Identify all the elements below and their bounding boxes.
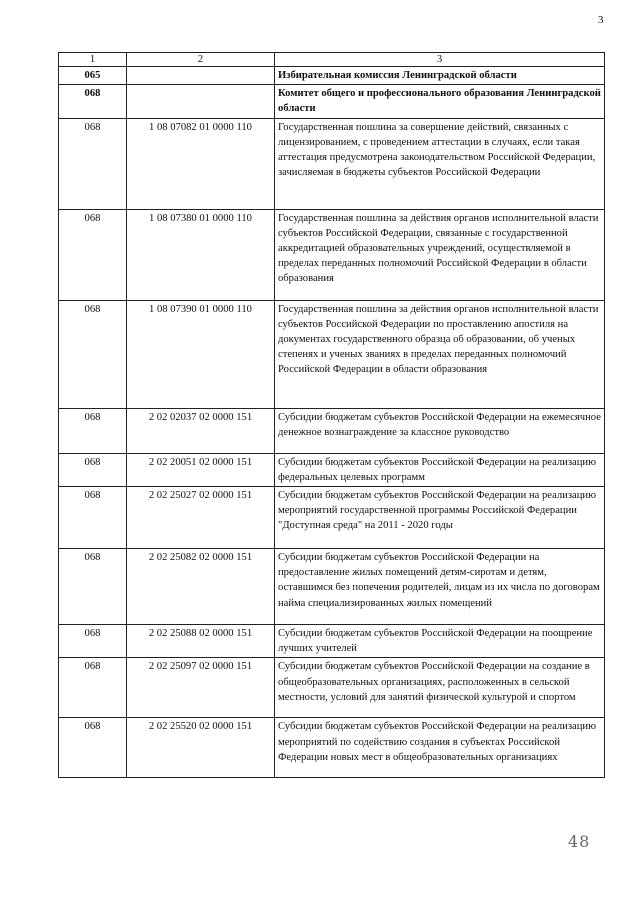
table-row: [59, 408, 605, 453]
admin-code-cell: 068: [59, 408, 127, 453]
table-row: [59, 209, 605, 300]
table-row: [59, 85, 605, 118]
column-header-2: 2: [127, 53, 275, 67]
budget-classification-code-cell: 1 08 07082 01 0000 110: [127, 118, 275, 209]
budget-classification-code-cell: [127, 67, 275, 85]
table-row: [59, 487, 605, 549]
revenue-description-cell: Субсидии бюджетам субъектов Российской Федерации на создание в общеобразовательных организациях, расположенных в сельской местности, условий для занятий физической культурой и спортом: [275, 658, 605, 718]
handwritten-sheet-number: 48: [568, 832, 591, 851]
budget-classification-code-cell: 2 02 25088 02 0000 151: [127, 625, 275, 658]
table-row: [59, 300, 605, 408]
revenue-description-cell: Субсидии бюджетам субъектов Российской Федерации на реализацию мероприятий государственной программы Российской Федерации "Доступная среда" на 2011 - 2020 годы: [275, 487, 605, 549]
table-row: [59, 625, 605, 658]
admin-code-cell: 068: [59, 487, 127, 549]
table-row: [59, 453, 605, 486]
revenue-description-cell: Избирательная комиссия Ленинградской области: [275, 67, 605, 85]
page-number: 3: [598, 14, 604, 26]
admin-code-cell: 068: [59, 549, 127, 625]
admin-code-cell: 068: [59, 209, 127, 300]
table-header-row: [59, 53, 605, 67]
table-body: [59, 67, 605, 778]
admin-code-cell: 068: [59, 453, 127, 486]
column-header-1: 1: [59, 53, 127, 67]
budget-classification-code-cell: 2 02 25082 02 0000 151: [127, 549, 275, 625]
admin-code-cell: 068: [59, 625, 127, 658]
budget-classification-code-cell: 2 02 20051 02 0000 151: [127, 453, 275, 486]
table-row: [59, 549, 605, 625]
budget-classification-code-cell: 1 08 07390 01 0000 110: [127, 300, 275, 408]
admin-code-cell: 065: [59, 67, 127, 85]
column-header-3: 3: [275, 53, 605, 67]
admin-code-cell: 068: [59, 718, 127, 778]
budget-classification-code-cell: [127, 85, 275, 118]
revenue-description-cell: Субсидии бюджетам субъектов Российской Федерации на ежемесячное денежное вознаграждение за классное руководство: [275, 408, 605, 453]
revenue-description-cell: Субсидии бюджетам субъектов Российской Федерации на поощрение лучших учителей: [275, 625, 605, 658]
revenue-description-cell: Государственная пошлина за действия органов исполнительной власти субъектов Российской Федерации по проставлению апостиля на документах государственного образца об образовании, об ученых степенях и ученых званиях в пределах переданных полномочий Российской Федерации в области образования: [275, 300, 605, 408]
table-row: [59, 658, 605, 718]
budget-classification-code-cell: 2 02 25520 02 0000 151: [127, 718, 275, 778]
budget-classification-code-cell: 2 02 25097 02 0000 151: [127, 658, 275, 718]
budget-classification-code-cell: 2 02 02037 02 0000 151: [127, 408, 275, 453]
admin-code-cell: 068: [59, 118, 127, 209]
admin-code-cell: 068: [59, 658, 127, 718]
admin-code-cell: 068: [59, 300, 127, 408]
table-row: [59, 718, 605, 778]
revenue-description-cell: Субсидии бюджетам субъектов Российской Федерации на реализацию федеральных целевых программ: [275, 453, 605, 486]
revenue-description-cell: Субсидии бюджетам субъектов Российской Федерации на предоставление жилых помещений детям-сиротам и детям, оставшимся без попечения родителей, лицам из их числа по договорам найма специализированных жилых помещений: [275, 549, 605, 625]
revenue-description-cell: Государственная пошлина за совершение действий, связанных с лицензированием, с проведением аттестации в случаях, если такая аттестация предусмотрена законодательством Российской Федерации, зачисляемая в бюджеты субъектов Российской Федерации: [275, 118, 605, 209]
revenue-description-cell: Комитет общего и профессионального образования Ленинградской области: [275, 85, 605, 118]
table-row: [59, 67, 605, 85]
revenue-description-cell: Государственная пошлина за действия органов исполнительной власти субъектов Российской Федерации, связанные с государственной аккредитацией образовательных учреждений, осуществляемой в пределах переданных полномочий Российской Федерации в области образования: [275, 209, 605, 300]
table-row: [59, 118, 605, 209]
budget-classification-code-cell: 2 02 25027 02 0000 151: [127, 487, 275, 549]
admin-code-cell: 068: [59, 85, 127, 118]
budget-classification-code-cell: 1 08 07380 01 0000 110: [127, 209, 275, 300]
budget-codes-table: [58, 52, 605, 778]
revenue-description-cell: Субсидии бюджетам субъектов Российской Федерации на реализацию мероприятий по содействию создания в субъектах Российской Федерации новых мест в общеобразовательных организациях: [275, 718, 605, 778]
